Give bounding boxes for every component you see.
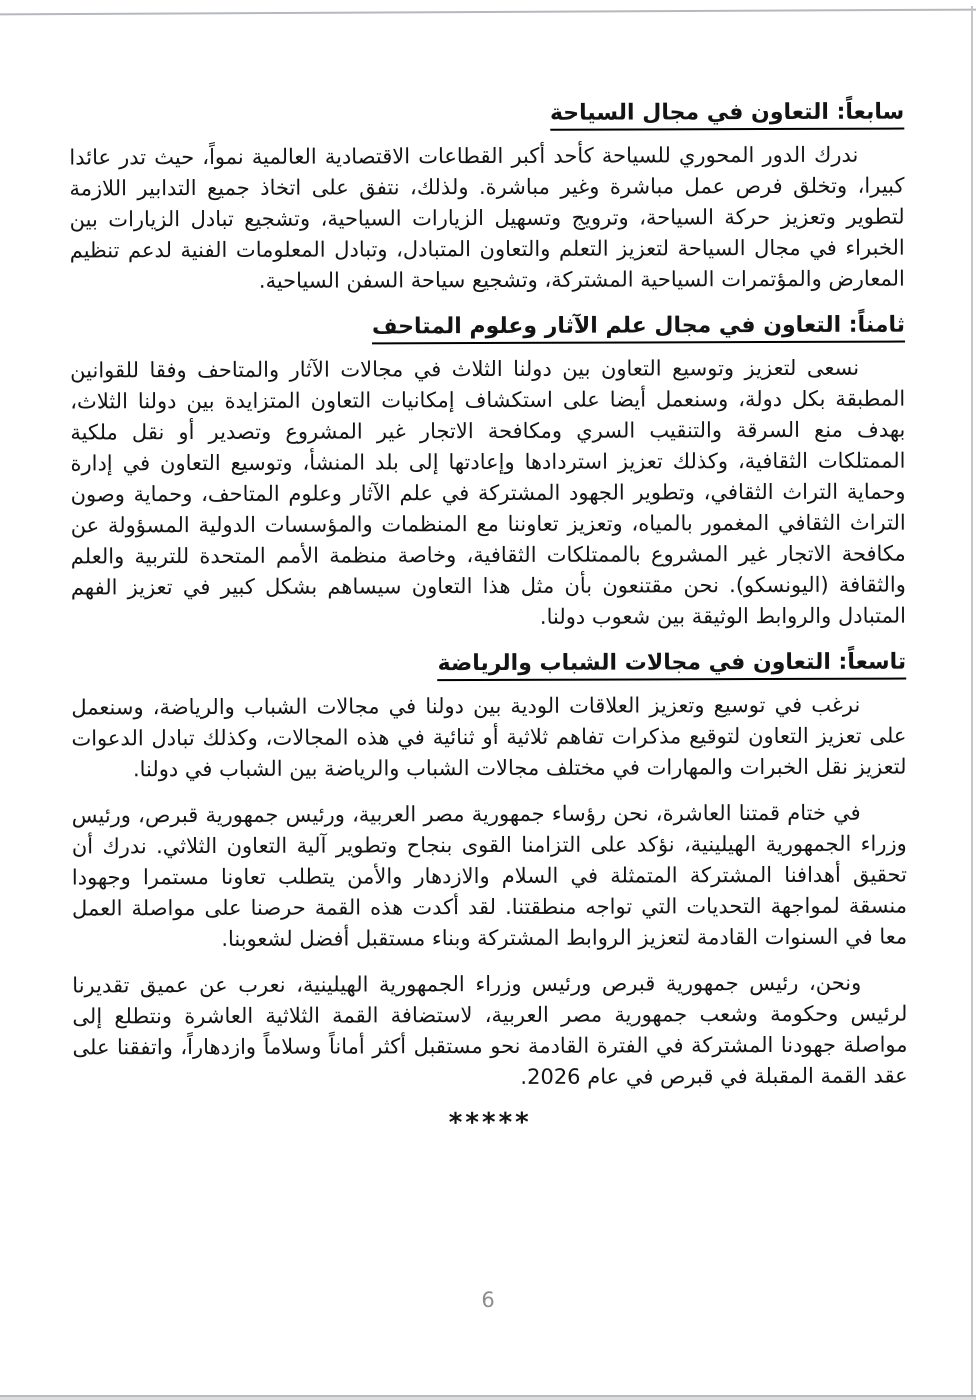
section-archaeology-museums (70, 310, 906, 635)
youth-sports-heading-text: تاسعاً: التعاون في مجالات الشباب والرياضة (438, 650, 907, 682)
tourism-heading-text: سابعاً: التعاون في مجال السياحة (550, 100, 904, 131)
section-youth-sports (71, 647, 906, 786)
page-number: 6 (481, 1288, 495, 1312)
youth-sports-paragraph: نرغب في توسيع وتعزيز العلاقات الودية بين دولنا في مجالات الشباب والرياضة، وسنعمل على تعزيز التعاون لتوقيع مذكرات تفاهم ثلاثية أو ثنائية في هذه المجالات، وكذلك تبادل الدعوات لتعزيز نقل الخبرات والمهارات في مختلف مجالات الشباب والرياضة بين الشباب في دولنا. (71, 692, 907, 782)
tourism-heading (69, 97, 904, 132)
closing-paragraph-1: في ختام قمتنا العاشرة، نحن رؤساء جمهورية مصر العربية، ورئيس جمهورية قبرص، ورئيس وزراء الجمهورية الهيلينية، نؤكد على التزامنا القوى بنجاح وتطوير آلية التعاون الثلاثي. ندرك أن تحقيق أهدافنا المشتركة المتمثلة في السلام والازدهار والأمن يتطلب تعاونا مستمرا وجهودا منسقة لمواجهة التحديات التي تواجه منطقتنا. لقد أكدت هذه القمة حرصنا على مواصلة العمل معا في السنوات القادمة لتعزيز الروابط المشتركة وبناء مستقبل أفضل لشعوبنا. (71, 800, 908, 951)
tourism-paragraph: ندرك الدور المحوري للسياحة كأحد أكبر القطاعات الاقتصادية العالمية نمواً، حيث تدر عائدا كبيرا، وتخلق فرص عمل مباشرة وغير مباشرة. ولذلك، نتفق على اتخاذ جميع التدابير اللازمة لتطوير وتعزيز حركة السياحة، وترويج وتسهيل الزيارات السياحية، وتشجيع تبادل الزيارات بين الخبراء في مجال السياحة لتعزيز التعلم والتعاون المتبادل، وتبادل المعلومات الفنية لدعم تنظيم المعارض والمؤتمرات السياحية المشتركة، وتشجيع سياحة السفن السياحية. (69, 142, 905, 293)
page-edge-right-line (971, 6, 973, 1397)
closing-paragraph-2: ونحن، رئيس جمهورية قبرص ورئيس وزراء الجمهورية الهيلينية، نعرب عن عميق تقديرنا لرئيس وحكومة وشعب جمهورية مصر العربية، لاستضافة القمة الثلاثية العاشرة ونتطلع إلى مواصلة جهودنا المشتركة في الفترة القادمة نحو مستقبل أكثر أماناً وسلاماً وازدهاراً، واتفقنا على عقد القمة المقبلة في قبرص في عام 2026. (72, 970, 908, 1089)
document-content (69, 97, 908, 1140)
separator-stars: ***** (448, 1107, 532, 1139)
archaeology-paragraph: نسعى لتعزيز وتوسيع التعاون بين دولنا الثلاث في مجالات الآثار والمتاحف وفقا للقوانين المطبقة بكل دولة، وسنعمل أيضا على استكشاف إمكانيات التعاون المتزايدة بين دولنا الثلاث، بهدف منع السرقة والتنقيب السري ومكافحة الاتجار غير المشروع وتصدير أو نقل ملكية الممتلكات الثقافية، وكذلك تعزيز استردادها وإعادتها إلى بلد المنشأ، وتوسيع التعاون في إدارة وحماية التراث الثقافي، وتطوير الجهود المشتركة في علم الآثار وعلوم المتاحف، وحماية وصون التراث الثقافي المغمور بالمياه، وتعزيز تعاوننا مع المنظمات والمؤسسات الدولية المسؤولة عن مكافحة الاتجار غير المشروع بالممتلكات الثقافية، وخاصة منظمة الأمم المتحدة للتربية والعلم والثقافة (اليونسكو). نحن مقتنعون بأن مثل هذا التعاون سيساهم بشكل كبير في تعزيز الفهم المتبادل والروابط الوثيقة بين شعوب دولنا. (70, 355, 907, 629)
archaeology-heading-text: ثامناً: التعاون في مجال علم الآثار وعلوم المتاحف (372, 313, 905, 345)
youth-sports-heading (71, 647, 906, 682)
archaeology-heading (70, 310, 905, 345)
page-edge-top-line (0, 9, 976, 16)
section-tourism (69, 97, 905, 298)
